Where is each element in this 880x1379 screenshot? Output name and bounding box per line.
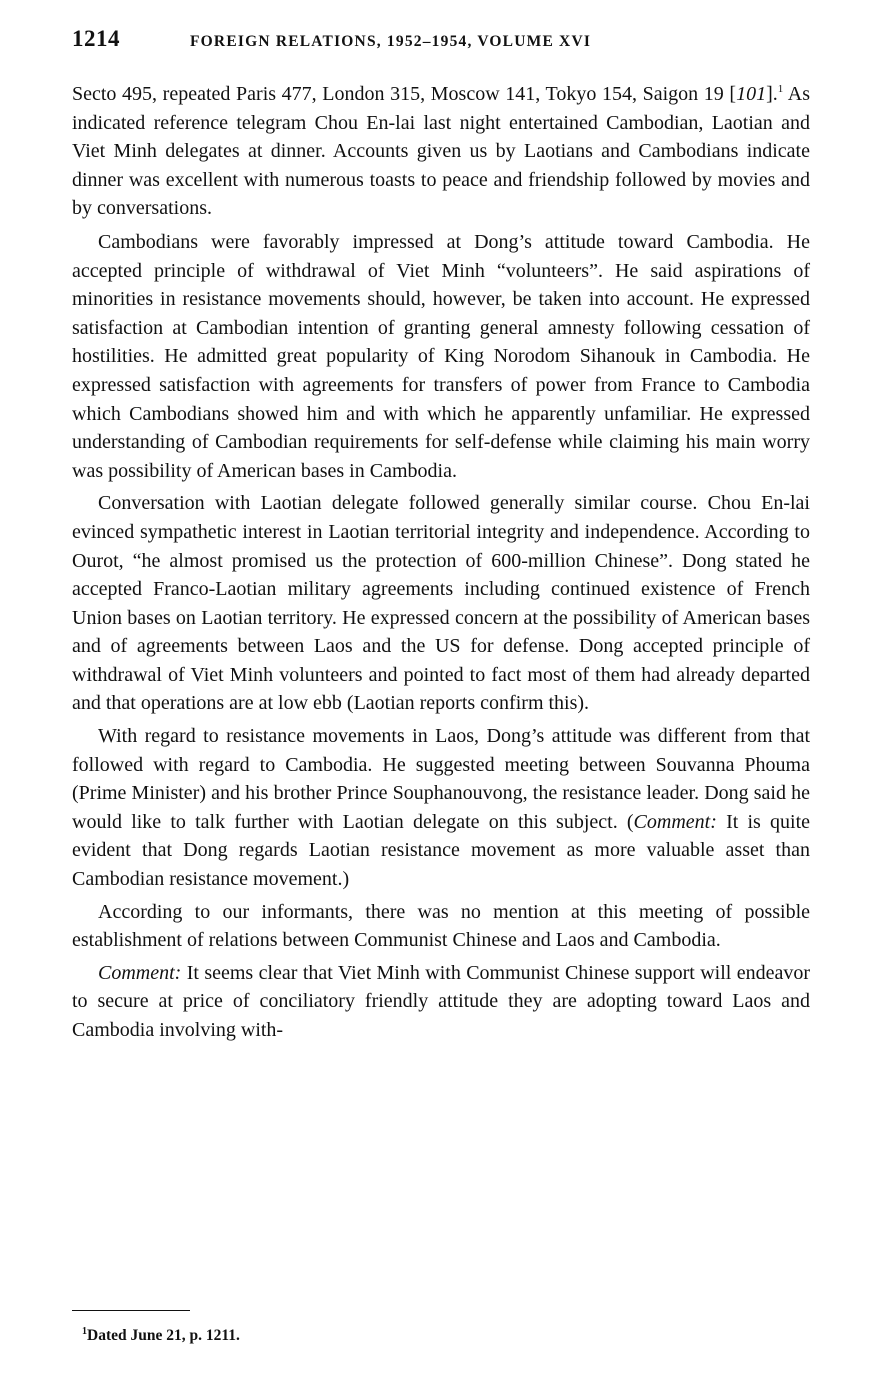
paragraph-5: According to our informants, there was no mention at this meeting of possible establishment of relations between Communist Chinese and Laos and Cambodia. — [72, 900, 810, 952]
comment-label: Comment: — [633, 810, 717, 833]
running-head: FOREIGN RELATIONS, 1952–1954, VOLUME XVI — [190, 33, 592, 50]
page-number: 1214 — [72, 26, 120, 51]
comment-label: Comment: — [98, 961, 182, 984]
footnote-number: 1 — [82, 1326, 87, 1337]
footnote — [82, 1327, 240, 1345]
paragraph-1: Secto 495, repeated Paris 477, London 315, Moscow 141, Tokyo 154, Saigon 19 [101].$^1$ As indicated reference telegram Chou En-lai last night entertained Cambodian, Laotian and Viet Minh delegates at dinner. Accounts given us by Laotians and Cambodians indicate dinner was excellent with numerous toasts to peace and friendship followed by movies and by conversations. — [72, 83, 810, 220]
paragraph-6: Comment: It seems clear that Viet Minh with Communist Chinese support will endeavor to secure at price of conciliatory friendly attitude they are adopting toward Laos and Cambodia involving with- — [72, 961, 810, 1041]
footnote-text: Dated June 21, p. 1211. — [87, 1327, 240, 1344]
footnote-marker: 1 — [777, 83, 784, 95]
paragraph-4: With regard to resistance movements in Laos, Dong’s attitude was different from that followed with regard to Cambodia. He suggested meeting between Souvanna Phouma (Prime Minister) and his brother Prince Souphanouvong, the resistance leader. Dong said he would like to talk further with Laotian delegate on this subject. (Comment: It is quite evident that Dong regards Laotian resistance movement as more valuable asset than Cambodian resistance movement.) — [72, 725, 811, 891]
footnote-divider — [72, 1310, 190, 1311]
paragraph-3: Conversation with Laotian delegate followed generally similar course. Chou En-lai evinced sympathetic interest in Laotian territorial integrity and independence. According to Ourot, “he almost promised us the protection of 600-million Chinese”. Dong stated he accepted Franco-Laotian military agreements including continued existence of French Union bases on Laotian territory. He expressed concern at the possibility of American bases and of agreements between Laos and the US for defense. Dong accepted principle of withdrawal of Viet Minh volunteers and pointed to fact most of them had already departed and that operations are at low ebb (Laotian reports confirm this). — [72, 492, 810, 715]
paragraph-2: Cambodians were favorably impressed at Dong’s attitude toward Cambodia. He accepted principle of withdrawal of Viet Minh “volunteers”. He said aspirations of minorities in resistance movements should, however, be taken into account. He expressed satisfaction at Cambodian intention of granting general amnesty following cessation of hostilities. He admitted great popularity of King Norodom Sihanouk in Cambodia. He expressed satisfaction with agreements for transfers of power from France to Cambodia which Cambodians showed him and with which he apparently unfamiliar. He expressed understanding of Cambodian requirements for self-defense while claiming his main worry was possibility of American bases in Cambodia. — [72, 230, 810, 482]
body-text — [72, 80, 810, 1045]
page-header — [72, 26, 810, 66]
document-page — [72, 26, 810, 1049]
document-reference: 101 — [736, 83, 767, 105]
